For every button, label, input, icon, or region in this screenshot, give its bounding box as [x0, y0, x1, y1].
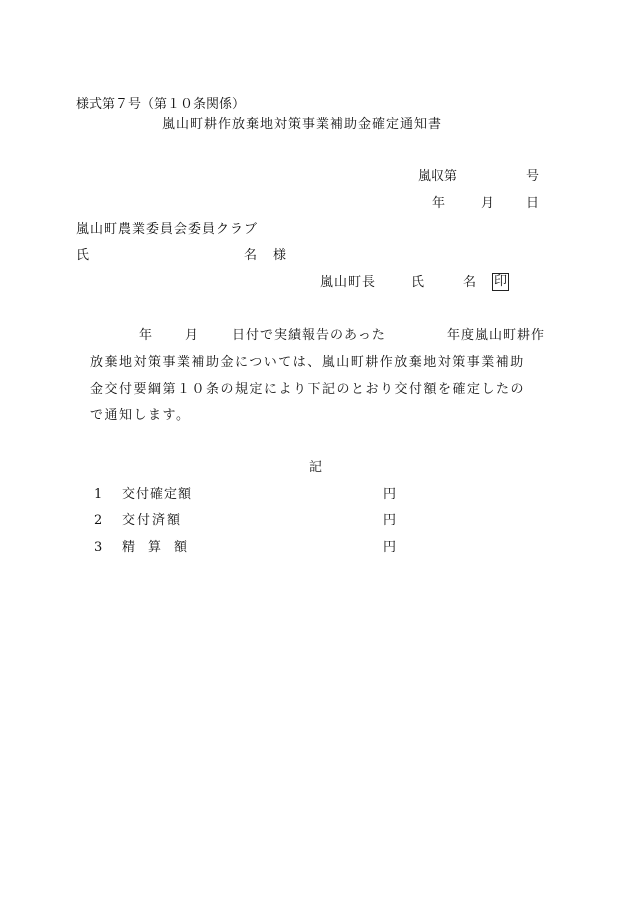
body-intro-month: 月	[185, 328, 199, 343]
recipient-sama: 様	[273, 248, 287, 263]
date-day: 日	[526, 196, 540, 211]
body-intro-day-text: 日付で実績報告のあった	[232, 328, 386, 343]
form-label: 様式第７号（第１０条関係）	[76, 97, 246, 112]
recipient-org: 嵐山町農業委員会委員クラブ	[76, 222, 259, 237]
sender-title: 嵐山町長	[320, 275, 377, 290]
item-number: 3	[94, 540, 103, 555]
item-number: 1	[94, 487, 103, 502]
item-label: 交付確定額	[122, 487, 193, 502]
item-unit: 円	[383, 487, 397, 502]
doc-number-suffix: 号	[526, 169, 540, 184]
seal-label: 印	[494, 274, 508, 289]
document-title: 嵐山町耕作放棄地対策事業補助金確定通知書	[162, 117, 443, 132]
doc-number-prefix: 嵐収第	[418, 169, 458, 184]
seal-mark	[492, 273, 509, 291]
ki-label: 記	[309, 460, 323, 475]
body-line-3: 金交付要綱第１０条の規定により下記のとおり交付額を確定したの	[90, 382, 526, 397]
body-intro-year: 年	[139, 328, 153, 343]
body-line-4: で通知します。	[90, 408, 191, 423]
recipient-mei: 名	[244, 248, 258, 263]
date-year: 年	[432, 196, 446, 211]
date-month: 月	[481, 196, 495, 211]
item-number: 2	[94, 513, 103, 528]
body-intro-fy: 年度嵐山町耕作	[447, 328, 546, 343]
recipient-shi: 氏	[76, 248, 90, 263]
item-label: 交付済額	[122, 513, 183, 528]
item-label: 精 算 額	[122, 540, 188, 555]
item-unit: 円	[383, 540, 397, 555]
item-unit: 円	[383, 513, 397, 528]
body-line-2: 放棄地対策事業補助金については、嵐山町耕作放棄地対策事業補助	[90, 355, 525, 370]
sender-shi: 氏	[411, 275, 425, 290]
sender-mei: 名	[463, 275, 477, 290]
